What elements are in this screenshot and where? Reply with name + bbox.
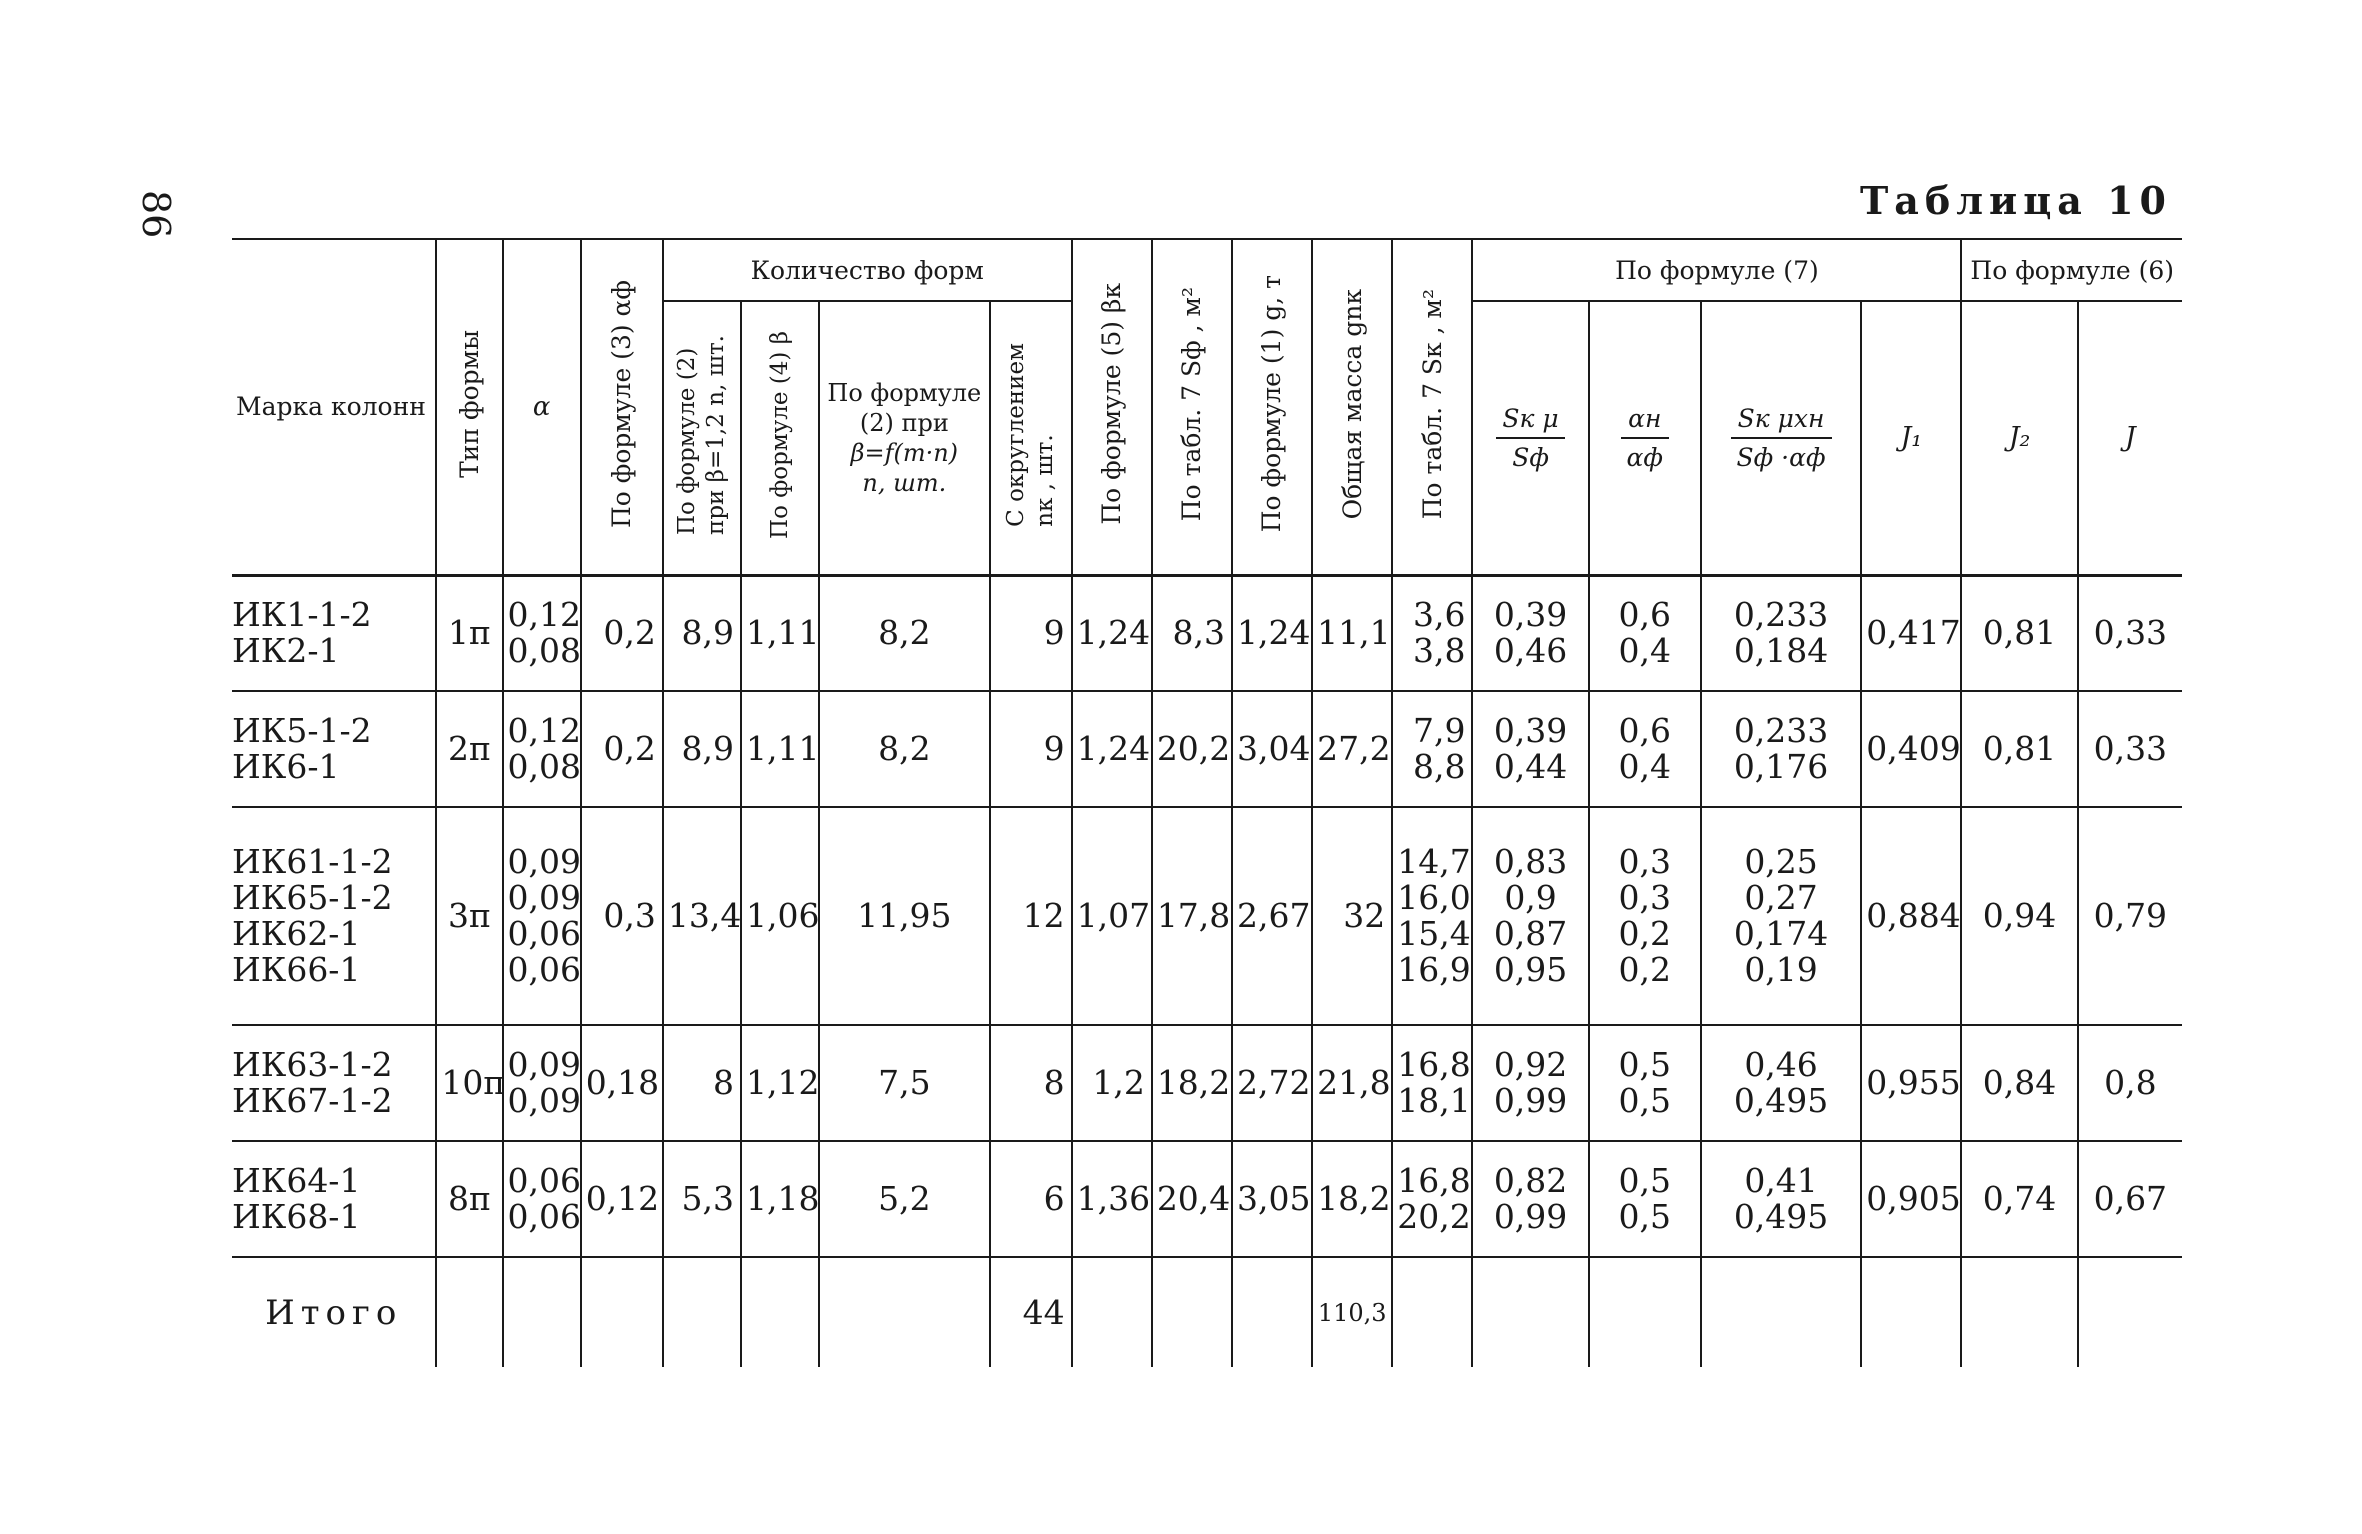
cell-g: 2,72 bbox=[1232, 1025, 1312, 1141]
cell-total-mass: 11,1 bbox=[1312, 575, 1392, 691]
cell-g: 1,24 bbox=[1232, 575, 1312, 691]
total-cell bbox=[2078, 1257, 2182, 1367]
total-cell bbox=[1232, 1257, 1312, 1367]
table-body bbox=[232, 575, 2182, 1367]
header-form-type: Тип формы bbox=[436, 239, 502, 575]
cell-form-type: 2п bbox=[436, 691, 502, 807]
cell-f7-c3: 0,46 0,495 bbox=[1701, 1025, 1861, 1141]
cell-g: 3,04 bbox=[1232, 691, 1312, 807]
cell-f7-c3: 0,233 0,176 bbox=[1701, 691, 1861, 807]
total-cell bbox=[1961, 1257, 2077, 1367]
header-alpha-f: По формуле (3) αф bbox=[581, 239, 663, 575]
cell-q-rounded: 9 bbox=[990, 575, 1072, 691]
cell-f7-c3: 0,25 0,27 0,174 0,19 bbox=[1701, 807, 1861, 1025]
cell-j1: 0,884 bbox=[1861, 807, 1961, 1025]
cell-total-mass: 18,2 bbox=[1312, 1141, 1392, 1257]
cell-q-f2-beta12: 13,4 bbox=[663, 807, 741, 1025]
total-cell bbox=[1152, 1257, 1232, 1367]
cell-q-f4-beta: 1,11 bbox=[741, 691, 819, 807]
header-alpha: α bbox=[503, 239, 581, 575]
header-s-k: По табл. 7 Sк , м² bbox=[1392, 239, 1472, 575]
cell-beta-k: 1,2 bbox=[1072, 1025, 1152, 1141]
cell-q-f2-func: 7,5 bbox=[819, 1025, 989, 1141]
header-group-formula-7: По формуле (7) bbox=[1472, 239, 1961, 301]
cell-beta-k: 1,24 bbox=[1072, 691, 1152, 807]
table-row bbox=[232, 1025, 2182, 1141]
cell-j: 0,33 bbox=[2078, 575, 2182, 691]
cell-j: 0,33 bbox=[2078, 691, 2182, 807]
cell-q-rounded: 12 bbox=[990, 807, 1072, 1025]
cell-j2: 0,81 bbox=[1961, 691, 2077, 807]
header-f7-c1: $\frac{\text{Sк μ}}{Sф}$ bbox=[1472, 301, 1588, 575]
total-q-rounded: 44 bbox=[990, 1257, 1072, 1367]
cell-j: 0,8 bbox=[2078, 1025, 2182, 1141]
total-row bbox=[232, 1257, 2182, 1367]
cell-s-f: 18,2 bbox=[1152, 1025, 1232, 1141]
cell-q-rounded: 9 bbox=[990, 691, 1072, 807]
header-q-f4-beta: По формуле (4) β bbox=[741, 301, 819, 575]
cell-beta-k: 1,07 bbox=[1072, 807, 1152, 1025]
cell-q-f2-func: 8,2 bbox=[819, 691, 989, 807]
cell-mark: ИК61-1-2 ИК65-1-2 ИК62-1 ИК66-1 bbox=[232, 807, 436, 1025]
total-cell bbox=[741, 1257, 819, 1367]
cell-j2: 0,81 bbox=[1961, 575, 2077, 691]
cell-f7-c2: 0,5 0,5 bbox=[1589, 1141, 1701, 1257]
cell-mark: ИК1-1-2 ИК2-1 bbox=[232, 575, 436, 691]
total-cell bbox=[1472, 1257, 1588, 1367]
cell-q-f4-beta: 1,06 bbox=[741, 807, 819, 1025]
cell-q-f2-func: 5,2 bbox=[819, 1141, 989, 1257]
cell-s-k: 16,8 18,1 bbox=[1392, 1025, 1472, 1141]
table-row bbox=[232, 807, 2182, 1025]
cell-j: 0,67 bbox=[2078, 1141, 2182, 1257]
cell-f7-c2: 0,6 0,4 bbox=[1589, 691, 1701, 807]
cell-q-f4-beta: 1,12 bbox=[741, 1025, 819, 1141]
header-beta-k: По формуле (5) βк bbox=[1072, 239, 1152, 575]
cell-s-k: 16,8 20,2 bbox=[1392, 1141, 1472, 1257]
cell-f7-c2: 0,6 0,4 bbox=[1589, 575, 1701, 691]
cell-j2: 0,74 bbox=[1961, 1141, 2077, 1257]
cell-total-mass: 27,2 bbox=[1312, 691, 1392, 807]
cell-j1: 0,409 bbox=[1861, 691, 1961, 807]
total-cell bbox=[1589, 1257, 1701, 1367]
cell-mark: ИК63-1-2 ИК67-1-2 bbox=[232, 1025, 436, 1141]
header-q-rounded: С округлением nк , шт. bbox=[990, 301, 1072, 575]
cell-s-k: 14,7 16,0 15,4 16,9 bbox=[1392, 807, 1472, 1025]
cell-alpha: 0,06 0,06 bbox=[503, 1141, 581, 1257]
cell-q-f2-func: 8,2 bbox=[819, 575, 989, 691]
total-cell bbox=[436, 1257, 502, 1367]
cell-f7-c1: 0,39 0,46 bbox=[1472, 575, 1588, 691]
cell-f7-c1: 0,92 0,99 bbox=[1472, 1025, 1588, 1141]
cell-beta-k: 1,24 bbox=[1072, 575, 1152, 691]
cell-s-f: 20,2 bbox=[1152, 691, 1232, 807]
header-q-f2-beta12: По формуле (2) при β=1,2 n, шт. bbox=[663, 301, 741, 575]
cell-j1: 0,955 bbox=[1861, 1025, 1961, 1141]
cell-form-type: 8п bbox=[436, 1141, 502, 1257]
total-label: Итого bbox=[232, 1257, 436, 1367]
cell-alpha: 0,09 0,09 bbox=[503, 1025, 581, 1141]
cell-j: 0,79 bbox=[2078, 807, 2182, 1025]
header-f7-c3: $\frac{\text{Sк μxн}}{Sф \cdot\alpha ф}$ bbox=[1701, 301, 1861, 575]
table-title: Таблица 10 bbox=[1859, 178, 2172, 223]
cell-alpha-f: 0,3 bbox=[581, 807, 663, 1025]
header-j1: J₁ bbox=[1861, 301, 1961, 575]
cell-q-rounded: 8 bbox=[990, 1025, 1072, 1141]
header-total-mass: Общая масса gnк bbox=[1312, 239, 1392, 575]
total-mass: 110,3 bbox=[1312, 1257, 1392, 1367]
data-table bbox=[232, 238, 2182, 1367]
cell-form-type: 10п bbox=[436, 1025, 502, 1141]
cell-j1: 0,905 bbox=[1861, 1141, 1961, 1257]
cell-j1: 0,417 bbox=[1861, 575, 1961, 691]
cell-q-f2-beta12: 8,9 bbox=[663, 691, 741, 807]
cell-q-f2-beta12: 5,3 bbox=[663, 1141, 741, 1257]
cell-total-mass: 21,8 bbox=[1312, 1025, 1392, 1141]
cell-s-f: 17,8 bbox=[1152, 807, 1232, 1025]
total-cell bbox=[819, 1257, 989, 1367]
total-cell bbox=[1861, 1257, 1961, 1367]
header-s-f: По табл. 7 Sф , м² bbox=[1152, 239, 1232, 575]
header-j2: J₂ bbox=[1961, 301, 2077, 575]
total-cell bbox=[503, 1257, 581, 1367]
cell-f7-c3: 0,233 0,184 bbox=[1701, 575, 1861, 691]
cell-f7-c2: 0,3 0,3 0,2 0,2 bbox=[1589, 807, 1701, 1025]
cell-q-f4-beta: 1,11 bbox=[741, 575, 819, 691]
cell-f7-c1: 0,83 0,9 0,87 0,95 bbox=[1472, 807, 1588, 1025]
cell-s-k: 7,9 8,8 bbox=[1392, 691, 1472, 807]
cell-alpha-f: 0,2 bbox=[581, 691, 663, 807]
page-number: 86 bbox=[134, 190, 178, 239]
cell-f7-c1: 0,82 0,99 bbox=[1472, 1141, 1588, 1257]
header-g: По формуле (1) g, т bbox=[1232, 239, 1312, 575]
cell-j2: 0,84 bbox=[1961, 1025, 2077, 1141]
cell-mark: ИК5-1-2 ИК6-1 bbox=[232, 691, 436, 807]
cell-f7-c2: 0,5 0,5 bbox=[1589, 1025, 1701, 1141]
cell-alpha: 0,12 0,08 bbox=[503, 575, 581, 691]
cell-q-f2-func: 11,95 bbox=[819, 807, 989, 1025]
cell-total-mass: 32 bbox=[1312, 807, 1392, 1025]
total-cell bbox=[1392, 1257, 1472, 1367]
table-row bbox=[232, 575, 2182, 691]
total-cell bbox=[581, 1257, 663, 1367]
cell-q-f4-beta: 1,18 bbox=[741, 1141, 819, 1257]
total-cell bbox=[1701, 1257, 1861, 1367]
cell-g: 3,05 bbox=[1232, 1141, 1312, 1257]
cell-s-f: 20,4 bbox=[1152, 1141, 1232, 1257]
header-mark: Марка колонн bbox=[232, 239, 436, 575]
cell-alpha: 0,12 0,08 bbox=[503, 691, 581, 807]
cell-alpha-f: 0,18 bbox=[581, 1025, 663, 1141]
header-group-quantity: Количество форм bbox=[663, 239, 1072, 301]
cell-alpha: 0,09 0,09 0,06 0,06 bbox=[503, 807, 581, 1025]
cell-j2: 0,94 bbox=[1961, 807, 2077, 1025]
table-row bbox=[232, 691, 2182, 807]
cell-s-k: 3,6 3,8 bbox=[1392, 575, 1472, 691]
cell-g: 2,67 bbox=[1232, 807, 1312, 1025]
cell-s-f: 8,3 bbox=[1152, 575, 1232, 691]
cell-mark: ИК64-1 ИК68-1 bbox=[232, 1141, 436, 1257]
total-cell bbox=[1072, 1257, 1152, 1367]
header-group-formula-6: По формуле (6) bbox=[1961, 239, 2182, 301]
cell-q-rounded: 6 bbox=[990, 1141, 1072, 1257]
cell-alpha-f: 0,12 bbox=[581, 1141, 663, 1257]
cell-beta-k: 1,36 bbox=[1072, 1141, 1152, 1257]
total-cell bbox=[663, 1257, 741, 1367]
cell-q-f2-beta12: 8,9 bbox=[663, 575, 741, 691]
header-f7-c2: $\frac{\alpha н}{\alpha ф}$ bbox=[1589, 301, 1701, 575]
cell-f7-c3: 0,41 0,495 bbox=[1701, 1141, 1861, 1257]
header-q-f2-func: По формуле (2) при β=f(m·n) n, шт. bbox=[819, 301, 989, 575]
cell-form-type: 3п bbox=[436, 807, 502, 1025]
header-j: J bbox=[2078, 301, 2182, 575]
cell-f7-c1: 0,39 0,44 bbox=[1472, 691, 1588, 807]
cell-q-f2-beta12: 8 bbox=[663, 1025, 741, 1141]
table-row bbox=[232, 1141, 2182, 1257]
cell-form-type: 1п bbox=[436, 575, 502, 691]
cell-alpha-f: 0,2 bbox=[581, 575, 663, 691]
